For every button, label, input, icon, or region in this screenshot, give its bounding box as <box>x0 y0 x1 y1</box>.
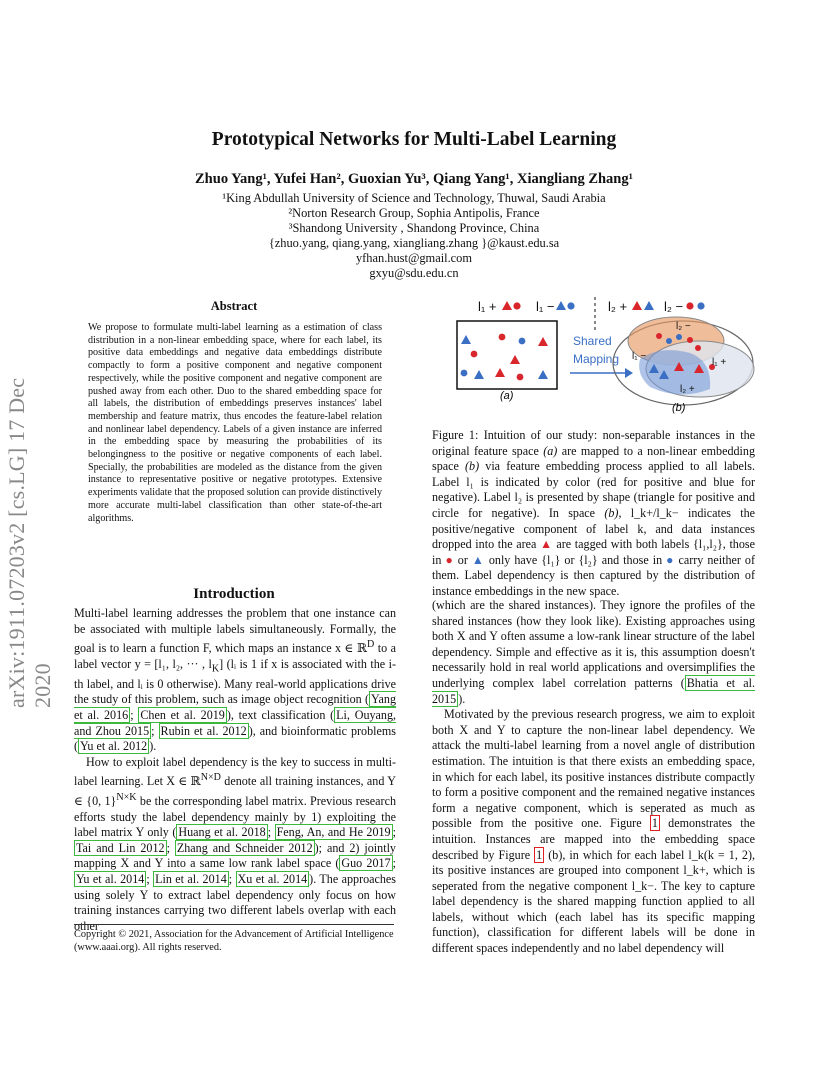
citation-link[interactable]: Xu et al. 2014 <box>237 872 308 886</box>
blue-circle-icon <box>519 338 526 345</box>
blue-circle-icon: ● <box>666 552 675 567</box>
blue-triangle-icon <box>461 335 471 344</box>
blue-triangle-icon <box>556 301 566 310</box>
legend-l2-pos: l₂ + <box>608 299 628 314</box>
citation-link[interactable]: Bhatia et al. 2015 <box>432 675 755 706</box>
legend-l2-neg: l₂ − <box>664 299 684 314</box>
citation-link[interactable]: Tai and Lin 2012 <box>76 840 165 855</box>
email-yfhan: yfhan.hust@gmail.com <box>355 251 473 265</box>
citation-link[interactable]: Rubin et al. 2012 <box>160 723 247 738</box>
email-gxyu: gxyu@sdu.edu.cn <box>369 266 459 280</box>
red-triangle-icon <box>502 301 512 310</box>
blue-triangle-icon <box>474 370 484 379</box>
citation-link[interactable]: Yang et al. 2016 <box>74 692 396 722</box>
figure-1 <box>450 291 762 417</box>
author-list: Zhuo Yang¹, Yufei Han², Guoxian Yu³, Qiang Yang¹, Xiangliang Zhang¹ <box>195 171 633 187</box>
red-triangle-icon <box>510 355 520 364</box>
arrow-label-shared: Shared <box>573 334 612 348</box>
inner-label-l1-pos: l₁ + <box>712 357 727 368</box>
legend-l1-neg: l₁ − <box>536 299 555 314</box>
subfigure-a-label: (a) <box>500 390 514 402</box>
red-circle-icon <box>471 351 478 358</box>
red-circle-icon <box>513 302 520 309</box>
red-circle-icon <box>686 302 693 309</box>
citation-link[interactable]: Zhang and Schneider 2012 <box>176 840 313 855</box>
intro-left-column <box>74 606 396 934</box>
intro-right-column <box>432 598 755 957</box>
affiliation-1: ¹King Abdullah University of Science and Technology, Thuwal, Saudi Arabia <box>222 191 606 205</box>
red-circle-icon <box>517 374 524 381</box>
right-paragraph-1: (which are the shared instances). They ignore the profiles of the shared instances (how they look like). Existing approaches using both X and Y often assume a low-rank linear structure of the label dependency. Simple and effective as it is, this assumption doesn't necessarily hold in real world applications and oversimplifies the underlying complex label correlation patterns ( Bhatia et al. 2015 ). <box>432 598 755 706</box>
citation-link[interactable]: Huang et al. 2018 <box>178 825 266 840</box>
blue-circle-icon <box>567 302 574 309</box>
citation-link[interactable]: Lin et al. 2014 <box>155 872 227 886</box>
blue-circle-icon <box>461 370 468 377</box>
intro-paragraph-2: How to exploit label dependency is the key to success in multi-label learning. Let X ∈ ℝ$^{N\times D}$ denote all training instances, and Y ∈ {0, 1}$^{N\times K}$ be the corresponding label matrix. Previous research efforts study the label dependency mainly by 1) exploiting the label matrix Y only ( Huang et al. 2018 ; Feng, An, and He 2019 ; Tai and Lin 2012 ; Zhang and Schneider 2012 ); and 2) jointly mapping X and Y into a same low rank label space ( Guo 2017 ; Yu et al. 2014 ; Lin et al. 2014 ; Xu et al. 2014 ). The approaches using solely Y to extract label dependency only focus on how training instances carrying two different labels overlap with each other <box>74 754 396 933</box>
arrow-label-mapping: Mapping <box>573 352 620 366</box>
legend-l1-pos: l₁ + <box>478 299 497 314</box>
citation-link[interactable]: Feng, An, and He 2019 <box>276 825 391 840</box>
red-triangle-icon: ▲ <box>540 537 553 552</box>
citation-link[interactable]: Chen et al. 2019 <box>140 708 225 722</box>
affiliation-2: ²Norton Research Group, Sophia Antipolis, France <box>288 206 540 220</box>
abstract-heading: Abstract <box>210 299 258 313</box>
intro-paragraph-1: Multi-label learning addresses the problem that one instance can be associated with multiple labels simultaneously. Formally, the goal is to learn a function F, which maps an instance x ∈ ℝ$^D$ to a label vector y = [l₁, l₂, ··· , $l_K$] (lᵢ is 1 if x is associated with the i-th label, and lᵢ is 0 otherwise). Many real-world applications drive the study of this problem, such as image object recognition ( Yang et al. 2016 ; Chen et al. 2019 ), text classification ( Li, Ouyang, and Zhou 2015 ; Rubin et al. 2012 ), and bioinformatic problems ( Yu et al. 2012 ). <box>74 606 397 754</box>
subfigure-b-label: (b) <box>672 402 686 414</box>
blue-triangle-icon <box>644 301 654 310</box>
inner-label-l2-pos: l₂ + <box>680 384 695 395</box>
red-circle-icon <box>687 337 693 343</box>
right-paragraph-2: Motivated by the previous research progress, we aim to exploit both X and Y to capture the non-linear label dependency. We attack the multi-label learning from a novel angle of distribution estimation. The intuition is that there exists an embedding space, in which for each label, its positive instances distribute compactly to form a positive component and the remained negative instances form a negative component, which is seperated as much as possible from the positive one. Figure 1 demonstrates the intuition. Instances are mapped into the embedding space described by Figure 1 (b), in which for each label l_k(k = 1, 2), its positive instances are grouped into component l_k+, which is seperated from the negative component l_k−. The key to capture label dependency is the shared mapping function applied to all labels, without which (each label has its specific mapping function), classification for different labels will be done in different spaces independently and no label dependency will <box>432 707 756 956</box>
copyright-notice: Copyright © 2021, Association for the Advancement of Artificial Intelligence (www.aaai.org). All rights reserved. <box>74 924 394 954</box>
red-triangle-icon <box>495 368 505 377</box>
red-triangle-icon <box>538 337 548 346</box>
email-kaust: {zhuo.yang, qiang.yang, xiangliang.zhang }@kaust.edu.sa <box>268 236 560 250</box>
paper-title: Prototypical Networks for Multi-Label Learning <box>211 129 617 150</box>
citation-link[interactable]: Yu et al. 2012 <box>80 739 148 754</box>
figure-1-caption: Figure 1: Intuition of our study: non-separable instances in the original feature space (a) are mapped to a non-linear embedding space (b) via feature embedding process applied to all labels. Label l₁ is indicated by color (red for positive and blue for negative). Label l₂ is presented by shape (triangle for positive and circle for negative). In space (b), l_k+/l_k− indicates the positive/negative component of label k, and data instances dropped into the area ▲ are tagged with both labels {l₁,l₂}, those in ● or ▲ only have {l₁} or {l₂} and those in ● carry neither of them. Label dependency is then captured by the distribution of instance embeddings in the new space. <box>432 428 756 598</box>
citation-link[interactable]: Li, Ouyang, and Zhou 2015 <box>74 708 397 738</box>
blue-circle-icon <box>666 338 672 344</box>
figure-ref-link[interactable]: 1 <box>536 847 543 862</box>
red-circle-icon <box>656 333 662 339</box>
blue-circle-icon <box>697 302 704 309</box>
red-circle-icon <box>499 334 506 341</box>
arrow-head-icon <box>625 368 633 378</box>
introduction-heading: Introduction <box>193 586 275 602</box>
arxiv-stamp: arXiv:1911.07203v2 [cs.LG] 17 Dec 2020 <box>4 377 55 708</box>
red-circle-icon: ● <box>445 552 454 567</box>
red-triangle-icon <box>632 301 642 310</box>
blue-circle-icon <box>676 334 682 340</box>
inner-label-l1-neg: l₁ − <box>632 351 647 362</box>
figure-ref-link[interactable]: 1 <box>651 816 658 831</box>
red-circle-icon <box>695 345 701 351</box>
citation-link[interactable]: Yu et al. 2014 <box>76 872 145 886</box>
affiliation-3: ³Shandong University , Shandong Province, China <box>288 221 540 235</box>
citation-link[interactable]: Guo 2017 <box>341 856 391 871</box>
abstract-text: We propose to formulate multi-label learning as a estimation of class distribution in a non-linear embedding space, where for each label, its positive data embeddings and negative data embeddings distribute compactly to form a positive component and negative component respectively, while the positive component and negative component are pushed away from each other. Duo to the shared embedding space for all labels, the distribution of embeddings preserves instances' label membership and feature matrix, thus encodes the feature-label relation and nonlinear label dependency. Labels of a given instance are inferred in the embedding space by measuring the probabilities of its belongingness to the positive or negative components of each label. Specially, the probabilities are modeled as the distance from the given instance to representative positive or negative prototypes. Extensive experiments validate that the proposed solution can provide distinctively more accurate multi-label classification than other state-of-the-art algorithms. <box>88 322 382 524</box>
inner-label-l2-neg: l₂ − <box>676 321 691 332</box>
blue-triangle-icon: ▲ <box>471 552 485 567</box>
blue-triangle-icon <box>538 370 548 379</box>
